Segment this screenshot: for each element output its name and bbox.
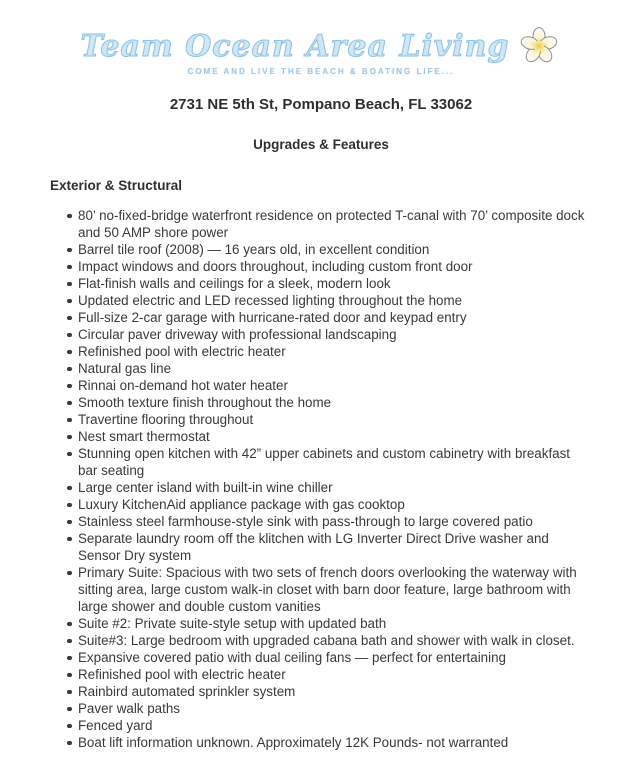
list-item: Fenced yard: [78, 717, 592, 734]
list-item: Flat-finish walls and ceilings for a sleek, modern look: [78, 275, 592, 292]
section-heading-exterior-structural: Exterior & Structural: [50, 178, 183, 193]
plumeria-flower-icon: [517, 26, 561, 66]
list-item: Refinished pool with electric heater: [78, 343, 592, 360]
list-item: Stainless steel farmhouse-style sink with pass-through to large covered patio: [78, 513, 592, 530]
brand-title: Team Ocean Area Living: [80, 28, 510, 64]
brand-logo: [50, 26, 592, 76]
list-item: Full-size 2-car garage with hurricane-rated door and keypad entry: [78, 309, 592, 326]
list-item: Suite#3: Large bedroom with upgraded cabana bath and shower with walk in closet.: [78, 632, 592, 649]
address-heading: 2731 NE 5th St, Pompano Beach, FL 33062: [169, 96, 473, 113]
brand-tagline: COME AND LIVE THE BEACH & BOATING LIFE...: [187, 67, 455, 76]
list-item: Stunning open kitchen with 42” upper cabinets and custom cabinetry with breakfast bar seating: [78, 445, 592, 479]
list-item: Suite #2: Private suite-style setup with updated bath: [78, 615, 592, 632]
list-item: Boat lift information unknown. Approximately 12K Pounds- not warranted: [78, 734, 592, 751]
feature-list: [50, 207, 592, 751]
list-item: Rinnai on-demand hot water heater: [78, 377, 592, 394]
list-item: Luxury KitchenAid appliance package with gas cooktop: [78, 496, 592, 513]
list-item: Separate laundry room off the klitchen with LG Inverter Direct Drive washer and Sensor Dry system: [78, 530, 592, 564]
list-item: Circular paver driveway with professional landscaping: [78, 326, 592, 343]
list-item: Expansive covered patio with dual ceiling fans — perfect for entertaining: [78, 649, 592, 666]
list-item: Nest smart thermostat: [78, 428, 592, 445]
list-item: Refinished pool with electric heater: [78, 666, 592, 683]
document-subtitle: Upgrades & Features: [253, 137, 389, 152]
list-item: Large center island with built-in wine chiller: [78, 479, 592, 496]
list-item: Barrel tile roof (2008) — 16 years old, in excellent condition: [78, 241, 592, 258]
list-item: Smooth texture finish throughout the home: [78, 394, 592, 411]
list-item: Travertine flooring throughout: [78, 411, 592, 428]
list-item: Primary Suite: Spacious with two sets of french doors overlooking the waterway with sitting area, large custom walk-in closet with barn door feature, large bathroom with large shower and double custom vanities: [78, 564, 592, 615]
list-item: Natural gas line: [78, 360, 592, 377]
list-item: Rainbird automated sprinkler system: [78, 683, 592, 700]
list-item: Updated electric and LED recessed lighting throughout the home: [78, 292, 592, 309]
list-item: Paver walk paths: [78, 700, 592, 717]
list-item: Impact windows and doors throughout, including custom front door: [78, 258, 592, 275]
list-item: 80’ no-fixed-bridge waterfront residence on protected T-canal with 70’ composite dock and 50 AMP shore power: [78, 207, 592, 241]
